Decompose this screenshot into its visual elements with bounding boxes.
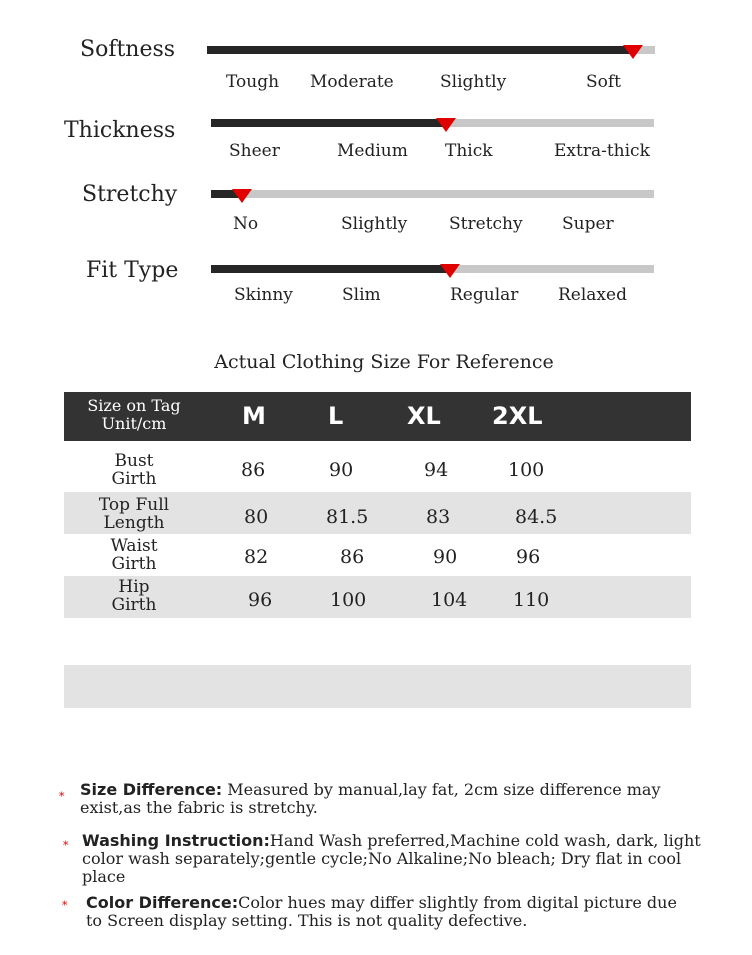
- table-cell: 96: [248, 589, 273, 611]
- scale-tick: Regular: [450, 285, 519, 305]
- table-cell: 100: [330, 589, 367, 611]
- scale-tick: Tough: [226, 72, 280, 92]
- scale-tick: Moderate: [310, 72, 394, 92]
- table-cell: 84.5: [515, 506, 558, 528]
- table-cell: 82: [244, 546, 269, 568]
- table-cell: 86: [340, 546, 365, 568]
- level-marker-icon: [436, 118, 456, 132]
- table-cell: 90: [329, 459, 354, 481]
- table-row: [64, 492, 691, 534]
- size-table-header: [64, 392, 691, 441]
- size-column-xl: XL: [407, 402, 441, 430]
- note-size-difference: [80, 781, 700, 817]
- note-title: Washing Instruction:: [82, 831, 270, 850]
- level-marker-icon: [440, 264, 460, 278]
- scale-tick: Sheer: [229, 141, 280, 161]
- scale-tick: Skinny: [234, 285, 293, 305]
- table-cell: 81.5: [326, 506, 369, 528]
- note-title: Size Difference:: [80, 780, 223, 799]
- size-table-title: Actual Clothing Size For Reference: [214, 351, 554, 373]
- attribute-label: Fit Type: [86, 258, 179, 283]
- size-header-label-line2: Unit/cm: [101, 414, 167, 433]
- table-cell: 96: [516, 546, 541, 568]
- row-label-line2: Girth: [111, 554, 157, 574]
- size-header-label: [64, 397, 204, 433]
- row-label: [64, 496, 204, 532]
- table-cell: 86: [241, 459, 266, 481]
- row-label-line2: Girth: [111, 595, 157, 615]
- scale-tick: Thick: [445, 141, 493, 161]
- softness-scale-bar: [207, 46, 655, 54]
- table-cell: 110: [513, 589, 550, 611]
- empty-table-row: [64, 665, 691, 708]
- size-column-l: L: [328, 402, 344, 430]
- note-color-difference: [86, 894, 686, 930]
- row-label-line2: Length: [103, 513, 165, 533]
- row-label-line2: Girth: [111, 469, 157, 489]
- note-text: Color hues may differ slightly from digital picture due to Screen display setting. This is not quality defective.: [86, 893, 677, 930]
- scale-tick: No: [233, 214, 259, 234]
- scale-fill: [211, 119, 446, 127]
- table-cell: 94: [424, 459, 449, 481]
- scale-fill: [211, 265, 450, 273]
- thickness-scale-bar: [211, 119, 654, 127]
- note-title: Color Difference:: [86, 893, 239, 912]
- scale-tick: Slim: [342, 285, 381, 305]
- scale-tick: Soft: [586, 72, 622, 92]
- table-row: [64, 449, 691, 489]
- note-washing-instruction: [82, 832, 702, 886]
- scale-tick: Stretchy: [449, 214, 523, 234]
- note-text: Measured by manual,lay fat, 2cm size difference may exist,as the fabric is stretchy.: [80, 780, 661, 817]
- table-row: [64, 536, 691, 574]
- table-cell: 90: [433, 546, 458, 568]
- scale-tick: Slightly: [440, 72, 507, 92]
- table-cell: 80: [244, 506, 269, 528]
- attribute-label: Thickness: [64, 118, 176, 143]
- note-bullet-icon: *: [59, 790, 65, 803]
- note-text: Hand Wash preferred,Machine cold wash, dark, light color wash separately;gentle cycle;No Alkaline;No bleach; Dry flat in cool place: [82, 831, 701, 886]
- row-label-line1: Top Full: [98, 495, 170, 515]
- size-column-m: M: [242, 402, 266, 430]
- row-label: [64, 578, 204, 614]
- attribute-label: Softness: [80, 37, 176, 62]
- attribute-label: Stretchy: [82, 182, 178, 207]
- scale-tick: Super: [562, 214, 614, 234]
- fit-type-scale-bar: [211, 265, 654, 273]
- size-header-label-line1: Size on Tag: [87, 396, 181, 415]
- row-label-line1: Hip: [118, 577, 150, 597]
- scale-tick: Extra-thick: [554, 141, 650, 161]
- table-cell: 104: [431, 589, 468, 611]
- note-bullet-icon: *: [63, 839, 69, 852]
- scale-tick: Slightly: [341, 214, 408, 234]
- row-label: [64, 452, 204, 488]
- scale-tick: Medium: [337, 141, 408, 161]
- scale-tick: Relaxed: [558, 285, 627, 305]
- row-label-line1: Waist: [110, 536, 158, 556]
- size-column-2xl: 2XL: [492, 402, 543, 430]
- row-label-line1: Bust: [114, 451, 154, 471]
- table-row: [64, 576, 691, 618]
- table-cell: 100: [508, 459, 545, 481]
- stretchy-scale-bar: [211, 190, 654, 198]
- level-marker-icon: [232, 189, 252, 203]
- scale-fill: [207, 46, 633, 54]
- table-cell: 83: [426, 506, 451, 528]
- level-marker-icon: [623, 45, 643, 59]
- note-bullet-icon: *: [62, 899, 68, 912]
- row-label: [64, 537, 204, 573]
